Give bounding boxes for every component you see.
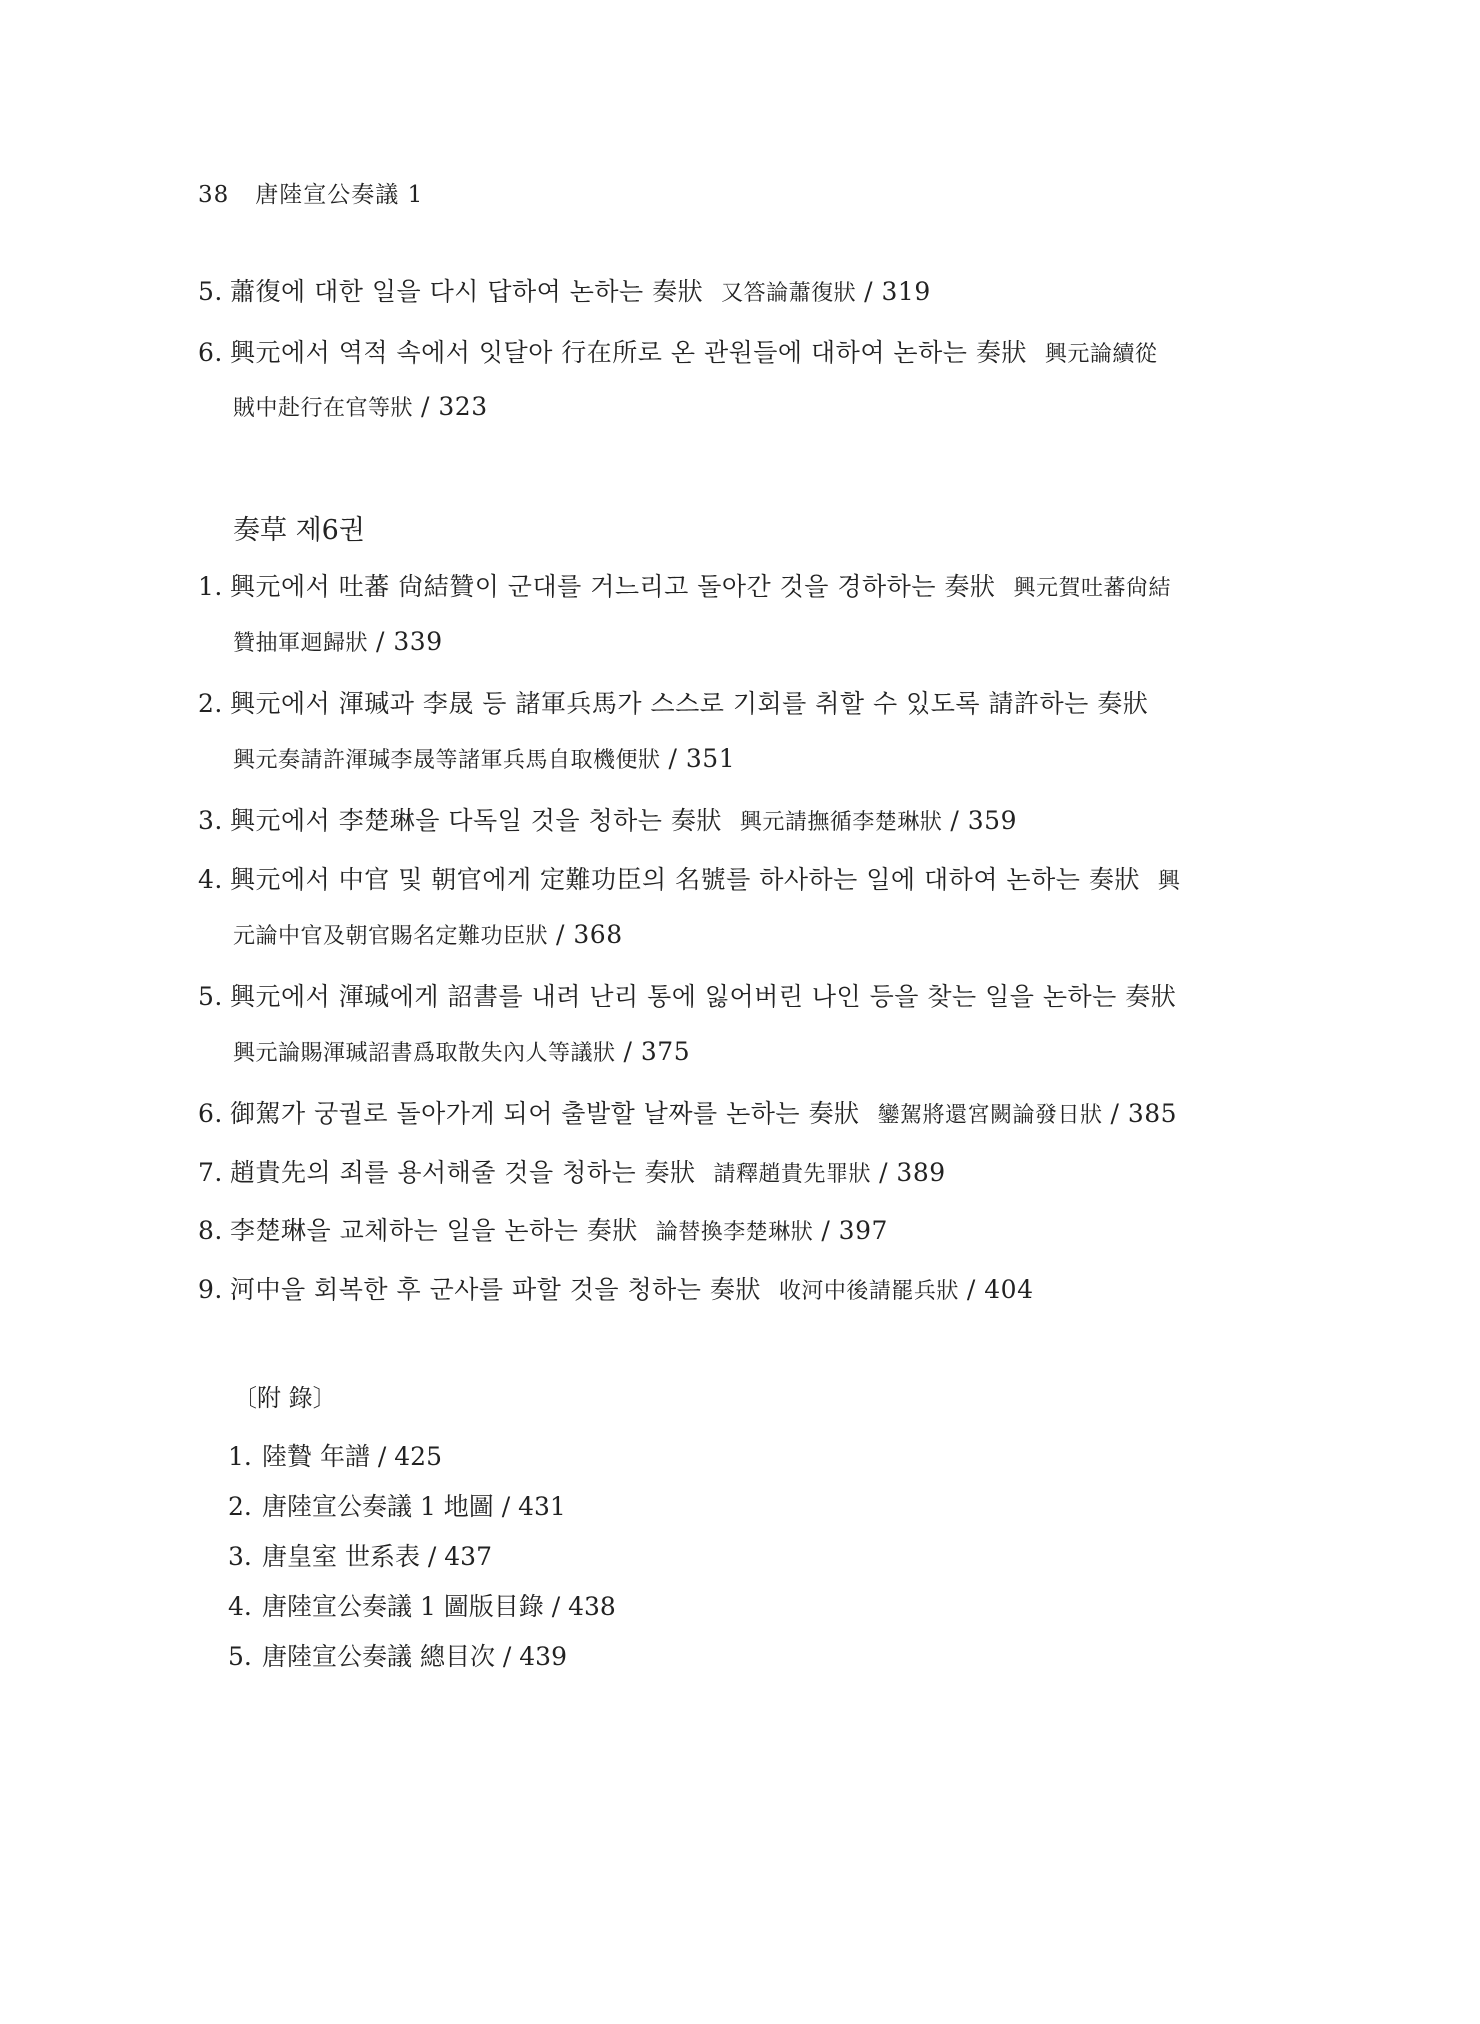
entry-continuation: [233, 919, 623, 950]
entry-korean-title: 興元에서 渾瑊에게 詔書를 내려 난리 통에 잃어버린 나인 등을 찾는 일을 논하는 奏狀: [230, 982, 1177, 1011]
toc-entry: [198, 333, 1157, 369]
entry-classical-title: 賊中赴行在官等狀: [233, 396, 414, 421]
appendix-title: 〔附 錄〕: [233, 1384, 337, 1412]
entry-number: 2.: [228, 1492, 252, 1521]
entry-korean-title: 蕭復에 대한 일을 다시 답하여 논하는 奏狀: [230, 277, 704, 306]
entry-korean-title: 興元에서 吐蕃 尙結贊이 군대를 거느리고 돌아간 것을 경하하는 奏狀: [230, 572, 996, 601]
entry-classical-title: 興元賀吐蕃尙結: [1013, 576, 1171, 601]
page-number: 38: [198, 182, 230, 208]
entry-page: / 359: [950, 806, 1017, 835]
entry-number: 3.: [198, 806, 223, 835]
appendix-entry: [228, 1637, 567, 1673]
entry-korean-title: 興元에서 渾瑊과 李晟 등 諸軍兵馬가 스스로 기회를 취할 수 있도록 請許하는 奏狀: [230, 689, 1149, 718]
entry-classical-title: 興元請撫循李楚琳狀: [739, 810, 943, 835]
appendix-entry: [228, 1437, 442, 1473]
entry-page: / 397: [821, 1216, 888, 1245]
entry-number: 1.: [198, 572, 223, 601]
entry-number: 6.: [198, 1099, 223, 1128]
toc-entry: [198, 1153, 946, 1189]
entry-page: / 385: [1110, 1099, 1178, 1128]
entry-number: 3.: [228, 1542, 252, 1571]
entry-number: 7.: [198, 1158, 223, 1187]
entry-korean-title: 御駕가 궁궐로 돌아가게 되어 출발할 날짜를 논하는 奏狀: [230, 1099, 860, 1128]
entry-page: / 339: [376, 627, 443, 656]
entry-korean-title: 興元에서 역적 속에서 잇달아 行在所로 온 관원들에 대하여 논하는 奏狀: [230, 338, 1027, 367]
entry-text: 唐陸宣公奏議 總目次 / 439: [262, 1642, 567, 1671]
entry-page: / 319: [864, 277, 931, 306]
entry-continuation: [233, 1036, 690, 1067]
entry-text: 唐陸宣公奏議 1 地圖 / 431: [262, 1492, 566, 1521]
toc-entry: [198, 272, 931, 308]
toc-entry: [198, 1211, 888, 1247]
toc-entry: [198, 977, 1176, 1013]
entry-korean-title: 趙貴先의 죄를 용서해줄 것을 청하는 奏狀: [230, 1158, 696, 1187]
entry-number: 2.: [198, 689, 223, 718]
entry-classical-title: 元論中官及朝官賜名定難功臣狀: [233, 924, 549, 949]
entry-classical-title: 興元論賜渾瑊詔書爲取散失內人等議狀: [233, 1041, 616, 1066]
entry-number: 4.: [228, 1592, 252, 1621]
entry-number: 9.: [198, 1275, 223, 1304]
entry-number: 1.: [228, 1442, 252, 1471]
entry-page: / 404: [966, 1275, 1034, 1304]
toc-entry: [198, 860, 1180, 896]
entry-page: / 375: [623, 1037, 691, 1066]
toc-entry: [198, 1094, 1177, 1130]
book-title: 唐陸宣公奏議 1: [255, 182, 424, 208]
entry-number: 5.: [198, 982, 223, 1011]
entry-classical-title: 請釋趙貴先罪狀: [713, 1162, 872, 1187]
appendix-entry: [228, 1587, 616, 1623]
toc-entry: [198, 801, 1017, 837]
entry-continuation: [233, 743, 735, 774]
entry-text: 陸贄 年譜 / 425: [262, 1442, 442, 1471]
entry-korean-title: 李楚琳을 교체하는 일을 논하는 奏狀: [230, 1216, 638, 1245]
entry-number: 5.: [198, 277, 223, 306]
entry-classical-title: 論替換李楚琳狀: [655, 1220, 814, 1245]
entry-classical-title: 興元奏請許渾瑊李晟等諸軍兵馬自取機便狀: [233, 748, 661, 773]
toc-entry: [198, 684, 1148, 720]
entry-page: / 389: [879, 1158, 946, 1187]
entry-number: 8.: [198, 1216, 223, 1245]
entry-text: 唐皇室 世系表 / 437: [262, 1542, 492, 1571]
entry-page: / 368: [556, 920, 623, 949]
entry-page: / 323: [421, 392, 488, 421]
toc-entry: [198, 567, 1171, 603]
entry-page: / 351: [668, 744, 736, 773]
entry-classical-title: 贊抽軍迴歸狀: [233, 631, 369, 656]
toc-entry: [198, 1270, 1034, 1306]
running-head: [198, 176, 423, 209]
entry-korean-title: 興元에서 李楚琳을 다독일 것을 청하는 奏狀: [230, 806, 722, 835]
entry-number: 4.: [198, 865, 223, 894]
entry-number: 5.: [228, 1642, 252, 1671]
entry-korean-title: 興元에서 中官 및 朝官에게 定難功臣의 名號를 하사하는 일에 대하여 논하는 奏狀: [230, 865, 1140, 894]
entry-classical-title: 興元論續從: [1044, 342, 1158, 367]
entry-classical-title: 又答論蕭復狀: [721, 281, 857, 306]
appendix-entry: [228, 1537, 492, 1573]
entry-korean-title: 河中을 회복한 후 군사를 파할 것을 청하는 奏狀: [230, 1275, 761, 1304]
entry-number: 6.: [198, 338, 223, 367]
section-title: 奏草 제6권: [233, 515, 365, 546]
entry-text: 唐陸宣公奏議 1 圖版目錄 / 438: [262, 1592, 616, 1621]
appendix-entry: [228, 1487, 566, 1523]
entry-classical-title: 鑾駕將還宮闕論發日狀: [877, 1103, 1103, 1128]
entry-continuation: [233, 626, 443, 657]
entry-classical-title: 興: [1157, 869, 1181, 894]
entry-continuation: [233, 391, 488, 422]
entry-classical-title: 收河中後請罷兵狀: [778, 1279, 959, 1304]
